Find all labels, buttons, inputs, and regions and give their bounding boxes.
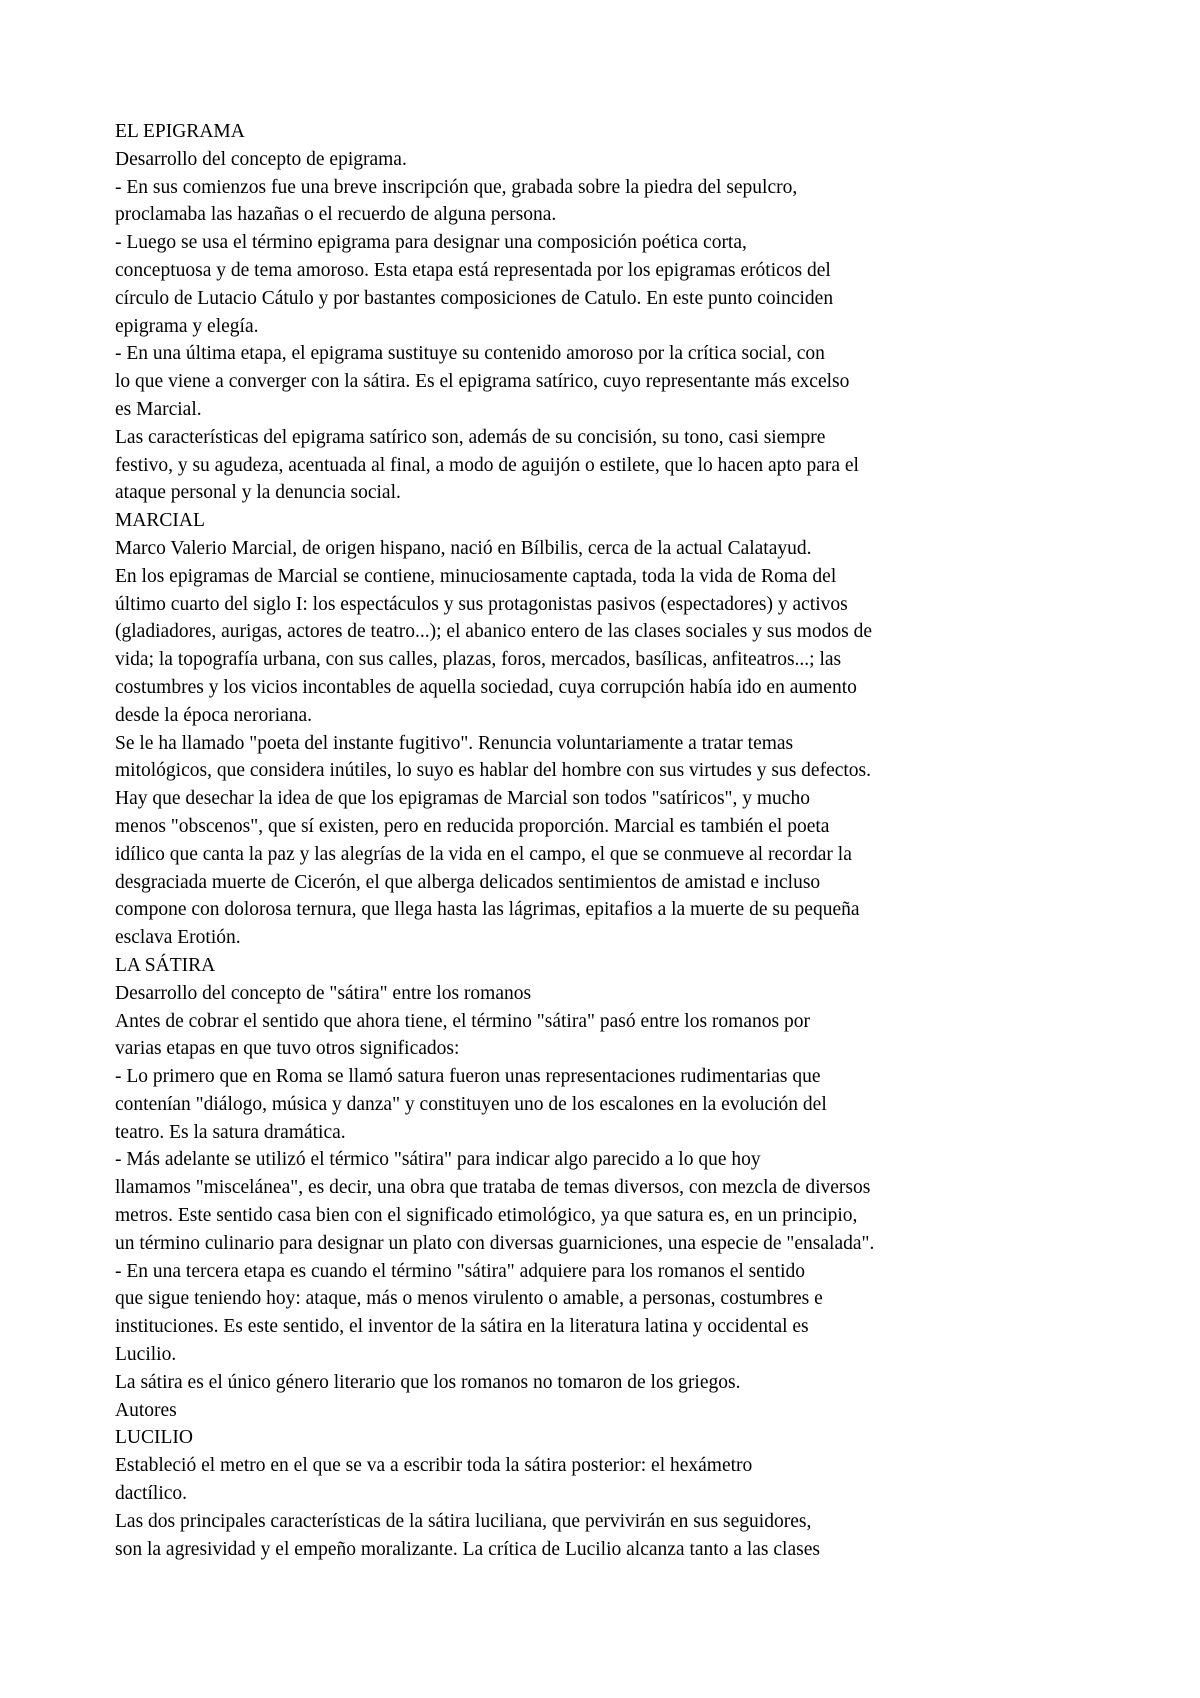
section-heading-marcial: MARCIAL xyxy=(115,510,205,532)
text-line: conceptuosa y de tema amoroso. Esta etapa está representada por los epigramas eróticos del xyxy=(115,259,831,281)
text-line: - Lo primero que en Roma se llamó satura fueron unas representaciones rudimentarias que xyxy=(115,1066,821,1088)
text-line: es Marcial. xyxy=(115,398,202,420)
text-line: Las características del epigrama satírico son, además de su concisión, su tono, casi siempre xyxy=(115,426,826,448)
text-line: vida; la topografía urbana, con sus calles, plazas, foros, mercados, basílicas, anfiteatros...; las xyxy=(115,649,842,671)
section-heading-lucilio: LUCILIO xyxy=(115,1427,193,1449)
text-line: un término culinario para designar un plato con diversas guarniciones, una especie de "ensalada". xyxy=(115,1232,875,1254)
text-line: varias etapas en que tuvo otros significados: xyxy=(115,1038,460,1060)
text-line: círculo de Lutacio Cátulo y por bastantes composiciones de Catulo. En este punto coinciden xyxy=(115,287,834,309)
text-line: - Más adelante se utilizó el térmico "sátira" para indicar algo parecido a lo que hoy xyxy=(115,1149,761,1171)
text-line: son la agresividad y el empeño moralizante. La crítica de Lucilio alcanza tanto a las clases xyxy=(115,1538,820,1560)
text-line: Hay que desechar la idea de que los epigramas de Marcial son todos "satíricos", y mucho xyxy=(115,788,810,810)
text-line: llamamos "miscelánea", es decir, una obra que trataba de temas diversos, con mezcla de diversos xyxy=(115,1177,871,1199)
text-line: que sigue teniendo hoy: ataque, más o menos virulento o amable, a personas, costumbres e xyxy=(115,1288,823,1310)
text-line: esclava Erotión. xyxy=(115,927,241,949)
text-line: Antes de cobrar el sentido que ahora tiene, el término "sátira" pasó entre los romanos por xyxy=(115,1010,810,1032)
text-line: último cuarto del siglo I: los espectáculos y sus protagonistas pasivos (espectadores) y activos xyxy=(115,593,848,615)
text-line: Desarrollo del concepto de epigrama. xyxy=(115,148,407,170)
text-line: Marco Valerio Marcial, de origen hispano, nació en Bílbilis, cerca de la actual Calatayud. xyxy=(115,537,812,559)
text-line: desde la época neroriana. xyxy=(115,704,313,726)
text-line: Estableció el metro en el que se va a escribir toda la sátira posterior: el hexámetro xyxy=(115,1455,753,1477)
text-line: ataque personal y la denuncia social. xyxy=(115,482,401,504)
text-line: dactílico. xyxy=(115,1483,188,1505)
text-line: metros. Este sentido casa bien con el significado etimológico, ya que satura es, en un principio, xyxy=(115,1205,858,1227)
section-heading-satira: LA SÁTIRA xyxy=(115,954,216,976)
text-line: Se le ha llamado "poeta del instante fugitivo". Renuncia voluntariamente a tratar temas xyxy=(115,732,794,754)
text-line: lo que viene a converger con la sátira. Es el epigrama satírico, cuyo representante más excelso xyxy=(115,371,850,393)
text-line: La sátira es el único género literario que los romanos no tomaron de los griegos. xyxy=(115,1371,741,1393)
document-page xyxy=(115,118,1075,1563)
text-line: Las dos principales características de la sátira luciliana, que pervivirán en sus seguidores, xyxy=(115,1510,812,1532)
text-line: - En sus comienzos fue una breve inscripción que, grabada sobre la piedra del sepulcro, xyxy=(115,176,798,198)
text-line: festivo, y su agudeza, acentuada al final, a modo de aguijón o estilete, que lo hacen apto para el xyxy=(115,454,859,476)
text-line: Desarrollo del concepto de "sátira" entre los romanos xyxy=(115,982,532,1004)
text-line: instituciones. Es este sentido, el inventor de la sátira en la literatura latina y occidental es xyxy=(115,1316,809,1338)
text-line: Lucilio. xyxy=(115,1344,177,1366)
text-line: contenían "diálogo, música y danza" y constituyen uno de los escalones en la evolución del xyxy=(115,1093,827,1115)
section-heading-epigrama: EL EPIGRAMA xyxy=(115,121,245,142)
text-line: mitológicos, que considera inútiles, lo suyo es hablar del hombre con sus virtudes y sus defectos. xyxy=(115,760,872,782)
text-line: En los epigramas de Marcial se contiene, minuciosamente captada, toda la vida de Roma del xyxy=(115,565,837,587)
text-line: compone con dolorosa ternura, que llega hasta las lágrimas, epitafios a la muerte de su pequeña xyxy=(115,899,860,921)
text-line: - En una tercera etapa es cuando el término "sátira" adquiere para los romanos el sentido xyxy=(115,1260,806,1282)
subheading-autores: Autores xyxy=(115,1399,177,1421)
text-line: idílico que canta la paz y las alegrías de la vida en el campo, el que se conmueve al recordar la xyxy=(115,843,852,865)
text-line: - Luego se usa el término epigrama para designar una composición poética corta, xyxy=(115,232,747,254)
text-line: teatro. Es la satura dramática. xyxy=(115,1121,346,1143)
text-line: proclamaba las hazañas o el recuerdo de alguna persona. xyxy=(115,204,557,226)
text-line: menos "obscenos", que sí existen, pero en reducida proporción. Marcial es también el poeta xyxy=(115,815,830,837)
text-line: (gladiadores, aurigas, actores de teatro...); el abanico entero de las clases sociales y sus modos de xyxy=(115,621,872,643)
text-line: - En una última etapa, el epigrama sustituye su contenido amoroso por la crítica social, con xyxy=(115,343,825,365)
text-line: costumbres y los vicios incontables de aquella sociedad, cuya corrupción había ido en aumento xyxy=(115,676,857,698)
text-line: epigrama y elegía. xyxy=(115,315,259,337)
text-line: desgraciada muerte de Cicerón, el que alberga delicados sentimientos de amistad e incluso xyxy=(115,871,821,893)
